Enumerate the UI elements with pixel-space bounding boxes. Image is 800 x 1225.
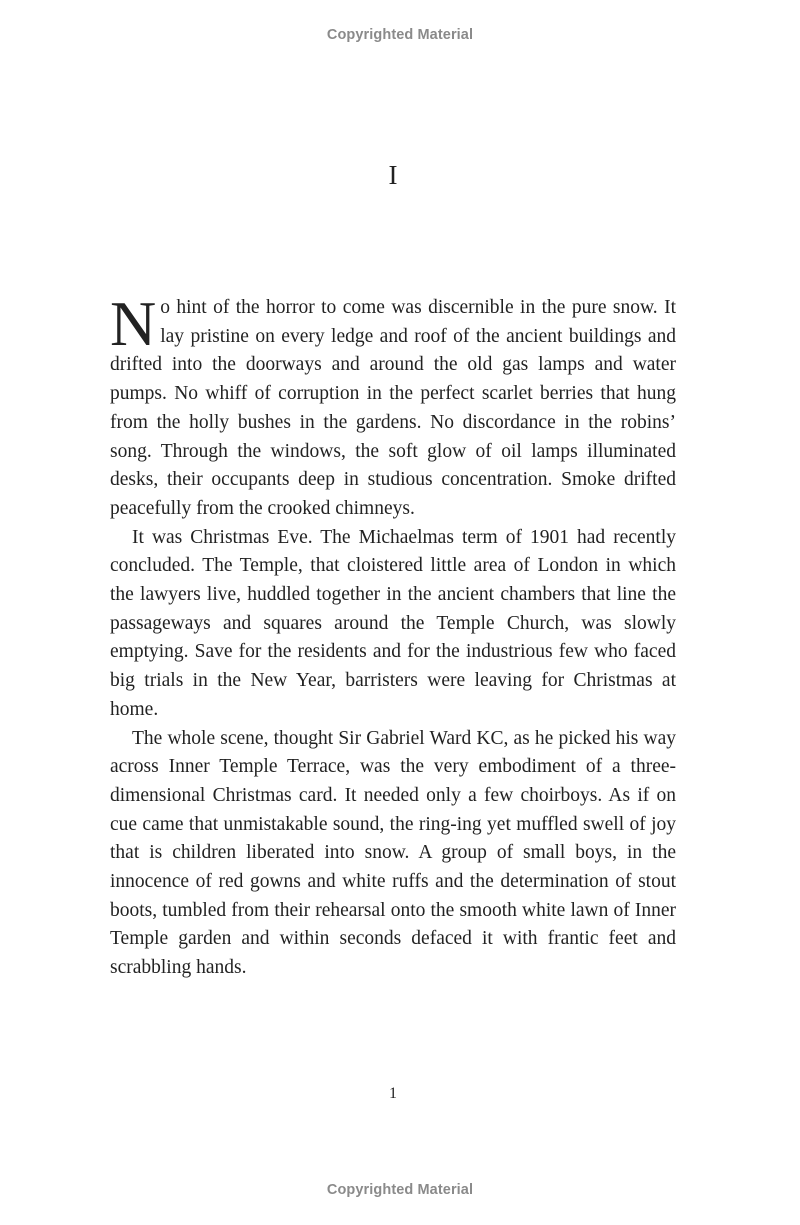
paragraph-2: It was Christmas Eve. The Michaelmas term of 1901 had recently concluded. The Temple, that cloistered little area of London in which the lawyers live, huddled together in the ancient chambers that line the passageways and squares around the Temple Church, was slowly emptying. Save for the residents and for the industrious few who faced big trials in the New Year, barristers were leaving for Christmas at home.	[110, 526, 676, 720]
chapter-number: I	[388, 160, 398, 190]
paragraph-1-text: o hint of the horror to come was discernible in the pure snow. It lay pristine on every ledge and roof of the ancient buildings and drifted into the doorways and around the old gas lamps and water pumps. No whiff of corruption in the perfect scarlet berries that hung from the holly bushes in the gardens. No discordance in the robins’ song. Through the windows, the soft glow of oil lamps illuminated desks, their occupants deep in studious concentration. Smoke drifted peacefully from the crooked chimneys.	[110, 297, 676, 519]
paragraph-1	[110, 288, 676, 524]
paragraph-3: The whole scene, thought Sir Gabriel Ward KC, as he picked his way across Inner Temple Terrace, was the very embodiment of a three-dimensional Christmas card. It needed only a few choirboys. As if on cue came that unmistakable sound, the ring-ing yet muffled swell of joy that is children liberated into snow. A group of small boys, in the innocence of red gowns and white ruffs and the determination of stout boots, tumbled from their rehearsal onto the smooth white lawn of Inner Temple garden and within seconds defaced it with frantic feet and scrabbling hands.	[110, 727, 676, 979]
body-text	[110, 288, 676, 983]
drop-cap: N	[110, 288, 157, 359]
page-number: 1	[389, 1085, 397, 1102]
copyright-watermark-bottom: Copyrighted Material	[326, 1182, 474, 1198]
copyright-watermark-top: Copyrighted Material	[326, 27, 474, 43]
